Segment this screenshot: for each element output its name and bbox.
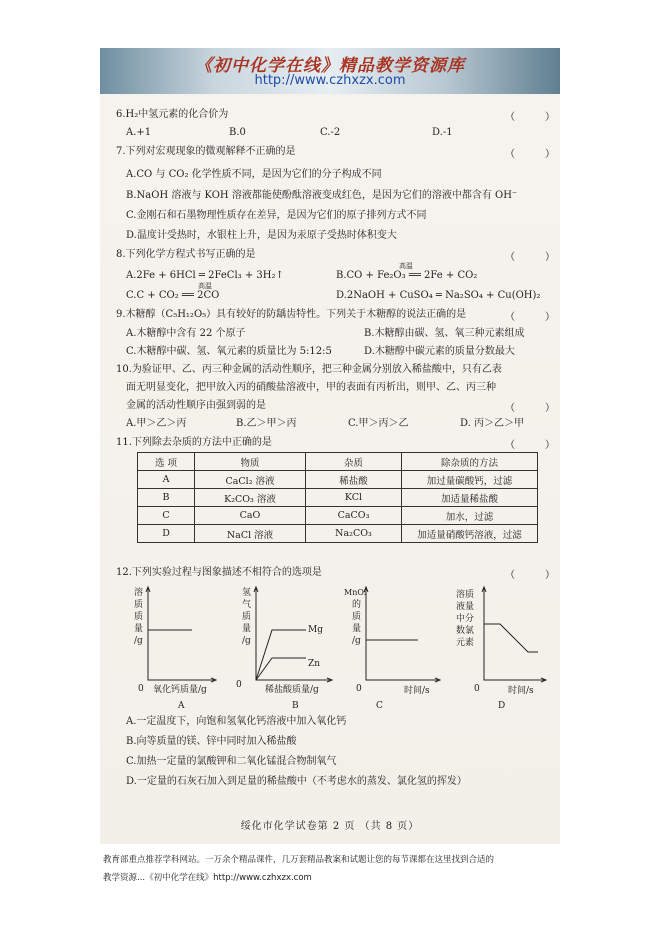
banner-title: 《初中化学在线》精品教学资源库 [195, 56, 465, 76]
site-banner [100, 48, 560, 94]
graph-a [120, 582, 225, 712]
graph-c-ylabel-5: /g [352, 636, 361, 646]
q10-line-1: 10.为验证甲、乙、丙三种金属的活动性顺序，把三种金属分别放入稀盐酸中，只有乙表 [116, 364, 502, 375]
promo-line-1: 教育部重点推荐学科网站。一万余个精品课件，几万套精品教案和试题让您的每节课都在这里找到合适的 [103, 855, 495, 865]
graph-c-letter: C [376, 701, 383, 711]
graph-a-ylabel-5: /g [134, 636, 143, 646]
graph-a-origin: 0 [138, 684, 144, 694]
table-row [138, 489, 538, 507]
table-cell: 加水，过滤 [402, 507, 538, 525]
q9-option-b: B.木糖醇由碳、氢、氧三种元素组成 [364, 328, 525, 339]
q12-option-c: C.加热一定量的氯酸钾和二氧化锰混合物制氧气 [126, 756, 337, 767]
graph-b-ylabel-1: 氢 [242, 588, 252, 598]
q6-option-c: C.-2 [320, 127, 341, 138]
q12-option-d: D.一定量的石灰石加入到足量的稀盐酸中（不考虑水的蒸发、氯化氢的挥发） [126, 776, 467, 787]
graph-d-xlabel: 时间/s [508, 686, 534, 696]
graph-c-ylabel-2: 的 [352, 600, 362, 610]
graph-a-letter: A [178, 701, 185, 711]
q12-option-a: A.一定温度下，向饱和氢氧化钙溶液中加入氧化钙 [126, 716, 347, 727]
q11-stem: 11.下列除去杂质的方法中正确的是 [116, 437, 272, 448]
q8-option-a: A.2Fe + 6HCl ═ 2FeCl₃ + 3H₂↑ [126, 270, 284, 281]
q7-option-c: C.金刚石和石墨物理性质存在差异，是因为它们的原子排列方式不同 [126, 210, 427, 221]
q6-stem: 6.H₂中氢元素的化合价为 [116, 109, 229, 120]
graph-c-ylabel-1: MnO₂ [344, 588, 368, 597]
q10-option-a: A.甲＞乙＞丙 [126, 418, 187, 429]
table-cell: CaCl₂ 溶液 [195, 471, 306, 489]
graph-c-arrows [364, 587, 440, 682]
graph-d-ylabel-3: 中分 [456, 614, 475, 624]
graph-a-axes [148, 588, 216, 680]
q8-b-condition: 高温 [399, 262, 413, 270]
header-substance: 物质 [195, 453, 306, 471]
q12-answer-blank: （ ） [505, 570, 555, 581]
q10-option-b: B.乙＞甲＞丙 [236, 418, 297, 429]
graph-b-ylabel-4: 量 [242, 624, 252, 634]
graph-d-letter: D [498, 701, 506, 711]
table-cell: B [138, 489, 195, 507]
q6-option-a: A.+1 [126, 127, 152, 138]
graph-d-ylabel-5: 元素 [456, 638, 475, 648]
graph-a-ylabel-2: 质 [134, 600, 144, 610]
table-cell: CaO [195, 507, 306, 525]
graph-d-origin: 0 [474, 684, 480, 694]
graph-c-origin: 0 [356, 684, 362, 694]
graph-d-arrows [482, 587, 546, 682]
table-cell: CaCO₃ [306, 507, 402, 525]
q6-answer-blank: （ ） [505, 112, 555, 123]
graph-b [228, 582, 340, 712]
graph-d-ylabel-2: 液量 [456, 602, 475, 612]
table-cell: 稀盐酸 [306, 471, 402, 489]
graph-b-ylabel-3: 质 [242, 612, 252, 622]
q6-option-d: D.-1 [432, 127, 453, 138]
q8-c-condition: 高温 [198, 282, 212, 290]
graph-d-ylabel-4: 数氯 [456, 626, 475, 636]
graph-b-zn-label: Zn [308, 659, 321, 669]
graph-c-ylabel-4: 量 [352, 624, 362, 634]
table-row [138, 471, 538, 489]
q12-option-b: B.向等质量的镁、锌中同时加入稀盐酸 [126, 736, 297, 747]
graph-b-origin: 0 [236, 680, 242, 690]
table-cell: KCl [306, 489, 402, 507]
promo-line-2[interactable]: 教学资源...《初中化学在线》http://www.czhxzx.com [103, 873, 312, 883]
table-cell: 加适量稀盐酸 [402, 489, 538, 507]
graph-b-ylabel-2: 气 [242, 600, 252, 610]
q10-answer-blank: （ ） [505, 403, 555, 414]
graph-a-xlabel: 氧化钙质量/g [153, 685, 207, 695]
q9-option-a: A.木糖醇中含有 22 个原子 [126, 328, 246, 339]
q8-answer-blank: （ ） [505, 252, 555, 263]
header-method: 除杂质的方法 [402, 453, 538, 471]
table-cell: C [138, 507, 195, 525]
graph-a-ylabel-4: 量 [134, 624, 144, 634]
table-cell: A [138, 471, 195, 489]
table-cell: 加过量碳酸钙，过滤 [402, 471, 538, 489]
q9-answer-blank: （ ） [505, 312, 555, 323]
q7-stem: 7.下列对宏观现象的微观解释不正确的是 [116, 146, 296, 157]
graph-b-ylabel-5: /g [242, 636, 251, 646]
q10-line-3: 金属的活动性顺序由强到弱的是 [126, 400, 266, 411]
header-option: 选 项 [138, 453, 195, 471]
graph-c-xlabel: 时间/s [404, 686, 430, 696]
table-row [138, 525, 538, 543]
graph-b-letter: B [292, 701, 299, 711]
graph-a-ylabel-3: 质 [134, 612, 144, 622]
table-cell: NaCl 溶液 [195, 525, 306, 543]
table-row [138, 507, 538, 525]
q10-option-d: D. 丙＞乙＞甲 [460, 418, 525, 429]
graph-d-curve [484, 624, 538, 652]
graph-a-arrows [146, 587, 216, 682]
graph-b-mg-label: Mg [308, 625, 323, 635]
q11-table [137, 452, 538, 543]
graph-c [340, 582, 450, 712]
table-cell: 加适量硝酸钙溶液，过滤 [402, 525, 538, 543]
table-cell: Na₂CO₃ [306, 525, 402, 543]
graph-d-axes [484, 588, 546, 680]
q12-stem: 12.下列实验过程与图象描述不相符合的选项是 [116, 567, 322, 578]
q8-option-c: C.C + CO₂ ══ 2CO [126, 290, 220, 301]
q8-option-d: D.2NaOH + CuSO₄ ═ Na₂SO₄ + Cu(OH)₂ [336, 290, 541, 301]
graph-b-curve-zn [256, 658, 306, 680]
banner-url[interactable]: http://www.czhxzx.com [254, 73, 406, 88]
table-header-row [138, 453, 538, 471]
q11-answer-blank: （ ） [505, 440, 555, 451]
graph-b-xlabel: 稀盐酸质量/g [265, 685, 319, 695]
graph-b-curve-mg [256, 630, 306, 680]
page-footer: 绥化市化学试卷第 2 页 （共 8 页） [240, 821, 420, 832]
table-cell: D [138, 525, 195, 543]
q8-stem: 8.下列化学方程式书写正确的是 [116, 249, 256, 260]
q9-option-c: C.木糖醇中碳、氢、氧元素的质量比为 5:12:5 [126, 346, 332, 357]
graph-a-ylabel-1: 溶 [134, 588, 144, 598]
q10-line-2: 面无明显变化，把甲放入丙的硝酸盐溶液中，甲的表面有丙析出，则甲、乙、丙三种 [126, 382, 496, 393]
graph-d [446, 582, 556, 712]
graph-c-axes [366, 588, 440, 680]
q9-stem: 9.木糖醇（C₅H₁₂O₅）具有较好的防龋齿特性。下列关于木糖醇的说法正确的是 [116, 309, 467, 320]
q9-option-d: D.木糖醇中碳元素的质量分数最大 [364, 346, 515, 357]
graph-c-ylabel-3: 质 [352, 612, 362, 622]
header-impurity: 杂质 [306, 453, 402, 471]
q7-option-b: B.NaOH 溶液与 KOH 溶液都能使酚酞溶液变成红色，是因为它们的溶液中都含有 OH⁻ [126, 190, 518, 201]
q8-option-b: B.CO + Fe₂O₃ ══ 2Fe + CO₂ [336, 270, 478, 281]
q7-option-d: D.温度计受热时，水银柱上升，是因为汞原子受热时体积变大 [126, 230, 397, 241]
q7-option-a: A.CO 与 CO₂ 化学性质不同，是因为它们的分子构成不同 [126, 169, 382, 180]
graph-d-ylabel-1: 溶质 [456, 590, 475, 600]
q7-answer-blank: （ ） [505, 149, 555, 160]
q6-option-b: B.0 [229, 127, 246, 138]
table-cell: K₂CO₃ 溶液 [195, 489, 306, 507]
q10-option-c: C.甲＞丙＞乙 [348, 418, 409, 429]
